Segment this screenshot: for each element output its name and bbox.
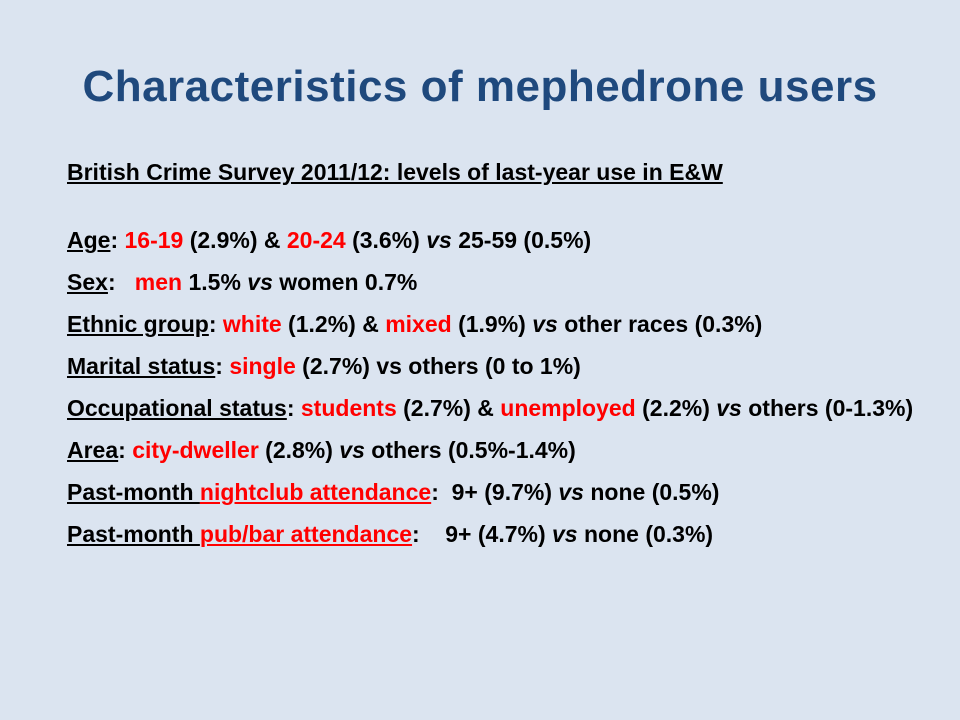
row-marital — [67, 352, 927, 381]
row-age-text-3: 25-59 (0.5%) — [451, 227, 592, 253]
row-occupational-label: Occupational status — [67, 395, 287, 421]
row-age-sep: : — [110, 227, 125, 253]
row-age-value-2: 20-24 — [286, 227, 346, 253]
row-nightclub-sep: : 9+ (9.7%) — [431, 479, 559, 505]
row-marital-sep: : — [215, 353, 230, 379]
row-pub-text-1: none (0.3%) — [577, 521, 714, 547]
row-marital-label: Marital status — [67, 353, 216, 379]
row-age-label: Age — [67, 227, 111, 253]
row-marital-value-1: single — [229, 353, 296, 379]
row-sex — [67, 268, 927, 297]
row-age-text-1: (2.9%) & — [183, 227, 287, 253]
row-sex-text-1: 1.5% — [182, 269, 248, 295]
row-ethnic-sep: : — [208, 311, 223, 337]
row-sex-vs: vs — [247, 269, 273, 295]
row-pub-label-b: pub/bar attendance — [199, 521, 413, 547]
row-nightclub — [67, 478, 927, 507]
row-pub-sep: : 9+ (4.7%) — [412, 521, 553, 547]
row-nightclub-label-a: Past-month — [67, 479, 200, 505]
row-nightclub-text-1: none (0.5%) — [583, 479, 720, 505]
row-ethnic — [67, 310, 927, 339]
row-pub-label-a: Past-month — [67, 521, 200, 547]
row-area-label: Area — [67, 437, 119, 463]
row-age-value-1: 16-19 — [124, 227, 184, 253]
row-area — [67, 436, 927, 465]
row-occupational-text-1: (2.7%) & — [396, 395, 501, 421]
row-ethnic-value-1: white — [222, 311, 282, 337]
row-sex-sep: : — [107, 269, 135, 295]
row-ethnic-text-1: (1.2%) & — [281, 311, 386, 337]
row-area-text-1: (2.8%) — [258, 437, 340, 463]
slide-title: Characteristics of mephedrone users — [82, 62, 878, 111]
row-area-value-1: city-dweller — [132, 437, 259, 463]
row-ethnic-text-3: other races (0.3%) — [557, 311, 763, 337]
row-sex-value-1: men — [134, 269, 183, 295]
row-area-vs: vs — [339, 437, 365, 463]
row-occupational-text-3: others (0-1.3%) — [741, 395, 914, 421]
row-pub-vs: vs — [552, 521, 578, 547]
row-nightclub-vs: vs — [558, 479, 584, 505]
row-sex-text-2: women 0.7% — [272, 269, 418, 295]
slide-subtitle: British Crime Survey 2011/12: levels of last-year use in E&W — [67, 159, 723, 185]
row-ethnic-value-2: mixed — [385, 311, 452, 337]
row-ethnic-label: Ethnic group — [67, 311, 209, 337]
row-occupational-sep: : — [286, 395, 301, 421]
row-occupational-value-2: unemployed — [500, 395, 636, 421]
row-occupational-value-1: students — [300, 395, 397, 421]
characteristics-list — [67, 226, 927, 562]
row-age — [67, 226, 927, 255]
row-age-vs: vs — [426, 227, 452, 253]
row-area-sep: : — [118, 437, 133, 463]
row-sex-label: Sex — [67, 269, 108, 295]
row-age-text-2: (3.6%) — [345, 227, 427, 253]
row-marital-text-1: (2.7%) vs others (0 to 1%) — [295, 353, 581, 379]
row-area-text-2: others (0.5%-1.4%) — [364, 437, 576, 463]
row-occupational-vs: vs — [716, 395, 742, 421]
row-pub — [67, 520, 927, 549]
row-nightclub-label-b: nightclub attendance — [199, 479, 432, 505]
row-occupational — [67, 394, 927, 423]
row-ethnic-text-2: (1.9%) — [451, 311, 533, 337]
row-occupational-text-2: (2.2%) — [635, 395, 717, 421]
row-ethnic-vs: vs — [532, 311, 558, 337]
